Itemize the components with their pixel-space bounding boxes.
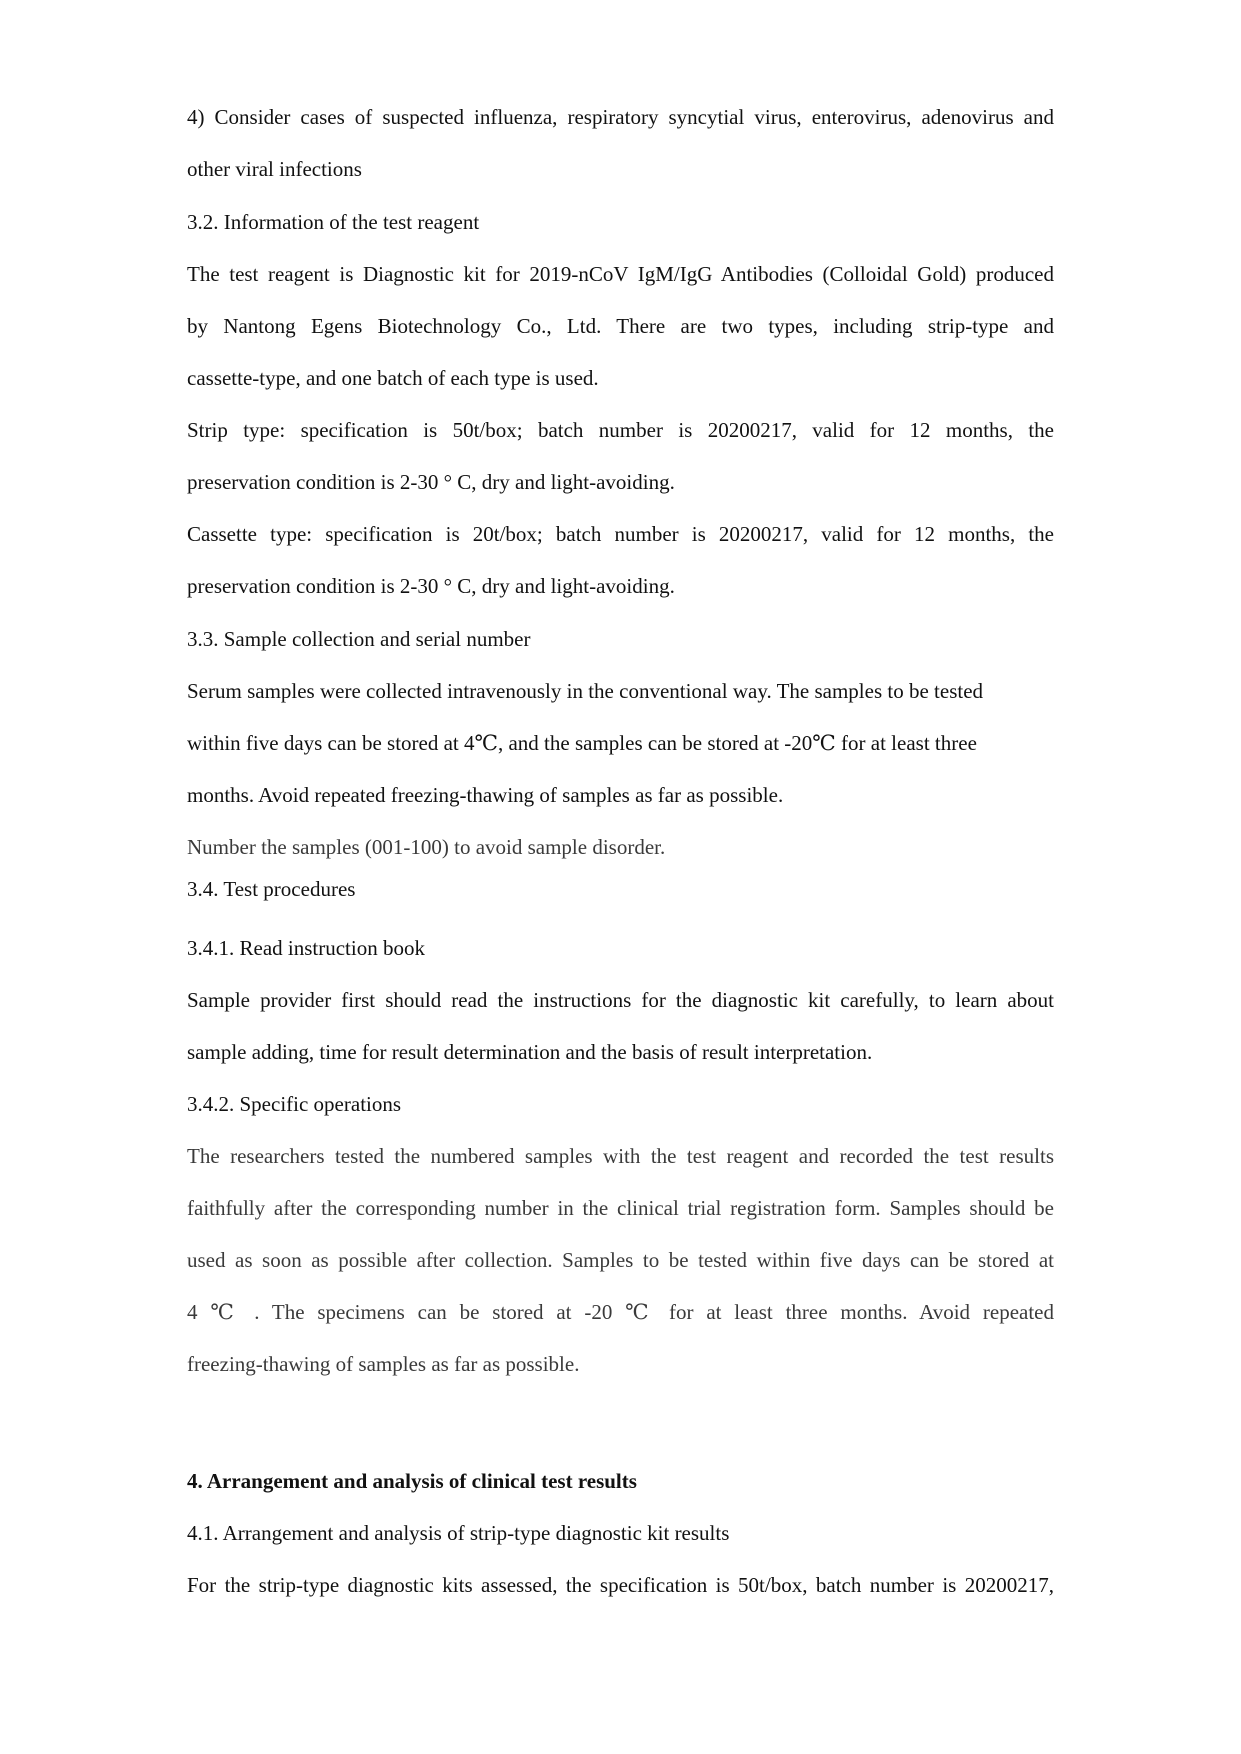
paragraph-line: by Nantong Egens Biotechnology Co., Ltd. There are two types, including strip-type and [187,314,1054,338]
section-heading: 3.2. Information of the test reagent [187,210,480,234]
subsection-heading: 3.4.2. Specific operations [187,1092,402,1116]
paragraph-line: cassette-type, and one batch of each type is used. [187,366,599,390]
paragraph-line: months. Avoid repeated freezing-thawing of samples as far as possible. [187,783,784,807]
paragraph-line: other viral infections [187,157,362,181]
paragraph-line: Cassette type: specification is 20t/box; batch number is 20200217, valid for 12 months, the [187,522,1054,546]
paragraph-line: 4) Consider cases of suspected influenza, respiratory syncytial virus, enterovirus, adenovirus and [187,105,1054,129]
paragraph-line: Serum samples were collected intravenously in the conventional way. The samples to be tested [187,679,984,703]
paragraph-line: within five days can be stored at 4℃, and the samples can be stored at -20℃ for at least three [187,731,977,755]
section-heading: 3.4. Test procedures [187,877,356,901]
section-heading: 3.3. Sample collection and serial number [187,627,531,651]
paragraph-line: preservation condition is 2-30 ° C, dry and light-avoiding. [187,574,675,598]
paragraph-line: The test reagent is Diagnostic kit for 2019-nCoV IgM/IgG Antibodies (Colloidal Gold) produced [187,262,1054,286]
paragraph-line: For the strip-type diagnostic kits assessed, the specification is 50t/box, batch number is 20200217, [187,1573,1054,1597]
paragraph-line: used as soon as possible after collection. Samples to be tested within five days can be stored at [187,1248,1054,1272]
paragraph-line: faithfully after the corresponding number in the clinical trial registration form. Samples should be [187,1196,1054,1220]
paragraph-line: Strip type: specification is 50t/box; batch number is 20200217, valid for 12 months, the [187,418,1054,442]
paragraph-line: preservation condition is 2-30 ° C, dry and light-avoiding. [187,470,675,494]
subsection-heading: 3.4.1. Read instruction book [187,936,425,960]
section-heading: 4.1. Arrangement and analysis of strip-type diagnostic kit results [187,1521,730,1545]
paragraph-line: The researchers tested the numbered samples with the test reagent and recorded the test results [187,1144,1054,1168]
paragraph-line: freezing-thawing of samples as far as possible. [187,1352,580,1376]
chapter-heading: 4. Arrangement and analysis of clinical test results [187,1469,637,1493]
paragraph-line: Number the samples (001-100) to avoid sample disorder. [187,835,666,859]
paragraph-line: sample adding, time for result determination and the basis of result interpretation. [187,1040,873,1064]
paragraph-line: Sample provider first should read the instructions for the diagnostic kit carefully, to learn about [187,988,1054,1012]
paragraph-line: 4 ℃ . The specimens can be stored at -20 ℃ for at least three months. Avoid repeated [187,1300,1054,1324]
